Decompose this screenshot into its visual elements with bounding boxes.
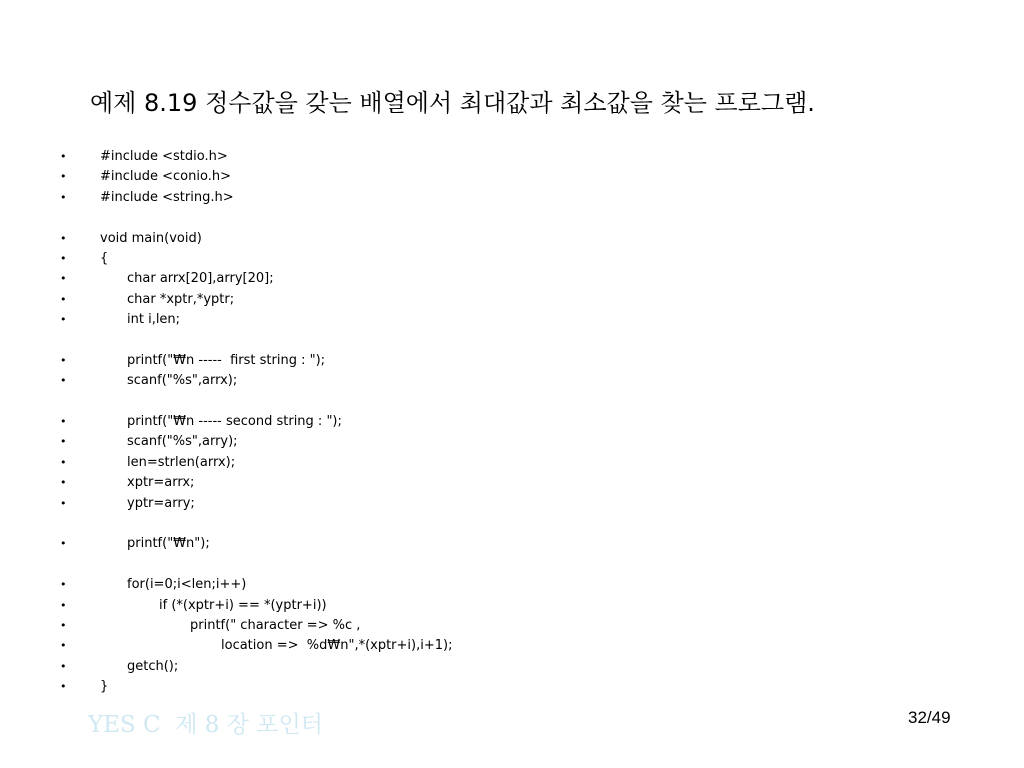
code-text: printf("₩n ----- first string : "); [127, 352, 326, 368]
code-text: printf("₩n"); [127, 536, 210, 552]
code-line [0, 432, 1024, 452]
code-text: { [100, 250, 109, 266]
bullet-marker: • [60, 251, 67, 265]
bullet-marker: • [60, 292, 67, 306]
slide-title: 예제 8.19 정수값을 갖는 배열에서 최대값과 최소값을 찾는 프로그램. [90, 89, 815, 117]
code-text: printf(" character => %c , [190, 617, 361, 633]
bullet-marker: • [60, 150, 67, 163]
bullet-marker: • [60, 313, 67, 327]
code-line [0, 596, 1024, 616]
code-line [0, 677, 1024, 697]
code-line [0, 229, 1024, 249]
code-line [0, 249, 1024, 269]
code-line [0, 269, 1024, 289]
code-text: printf("₩n ----- second string : "); [127, 414, 342, 430]
bullet-marker: • [60, 455, 67, 469]
code-line [0, 188, 1024, 208]
bullet-marker: • [60, 353, 67, 367]
code-line [0, 167, 1024, 187]
code-line [0, 534, 1024, 554]
code-line [0, 616, 1024, 636]
code-text: scanf("%s",arry); [127, 434, 238, 450]
code-line [0, 392, 1024, 412]
code-line [0, 412, 1024, 432]
code-line [0, 331, 1024, 351]
code-line [0, 555, 1024, 575]
bullet-marker: • [60, 578, 67, 592]
footer-chapter-label: YES C 제 8 장 포인터 [88, 712, 323, 738]
code-text: getch(); [127, 658, 179, 674]
code-line [0, 208, 1024, 228]
bullet-marker: • [60, 231, 67, 245]
bullet-marker: • [60, 639, 67, 653]
code-text: scanf("%s",arrx); [127, 373, 238, 389]
code-line [0, 494, 1024, 514]
code-text: for(i=0;i<len;i++) [127, 577, 247, 593]
bullet-marker: • [60, 476, 67, 490]
code-line [0, 514, 1024, 534]
bullet-marker: • [60, 618, 67, 632]
code-text: yptr=arry; [127, 495, 195, 511]
bullet-marker: • [60, 680, 67, 694]
code-line [0, 657, 1024, 677]
code-line [0, 371, 1024, 391]
bullet-marker: • [60, 435, 67, 449]
code-text: xptr=arrx; [127, 475, 195, 491]
code-text: void main(void) [100, 230, 202, 246]
code-line [0, 453, 1024, 473]
bullet-marker: • [60, 374, 67, 388]
code-line [0, 147, 1024, 167]
bullet-marker: • [60, 598, 67, 612]
code-line [0, 636, 1024, 656]
code-text: char *xptr,*yptr; [127, 291, 235, 307]
code-text: if (*(xptr+i) == *(yptr+i)) [159, 597, 327, 613]
code-text: #include <stdio.h> [100, 149, 228, 164]
code-text: } [100, 679, 109, 695]
bullet-marker: • [60, 272, 67, 286]
code-listing [0, 147, 1024, 698]
bullet-marker: • [60, 415, 67, 429]
code-line [0, 473, 1024, 493]
code-text: char arrx[20],arry[20]; [127, 271, 274, 287]
code-line [0, 310, 1024, 330]
bullet-marker: • [60, 659, 67, 673]
code-text: #include <string.h> [100, 189, 234, 205]
bullet-marker: • [60, 190, 67, 204]
bullet-marker: • [60, 537, 67, 551]
code-text: location => %d₩n",*(xptr+i),i+1); [221, 638, 453, 654]
code-text: len=strlen(arrx); [127, 454, 236, 470]
bullet-marker: • [60, 496, 67, 510]
code-line [0, 575, 1024, 595]
code-text: int i,len; [127, 312, 181, 328]
page-number: 32/49 [908, 708, 951, 727]
bullet-marker: • [60, 170, 67, 184]
code-text: #include <conio.h> [100, 169, 231, 185]
code-line [0, 351, 1024, 371]
code-line [0, 290, 1024, 310]
